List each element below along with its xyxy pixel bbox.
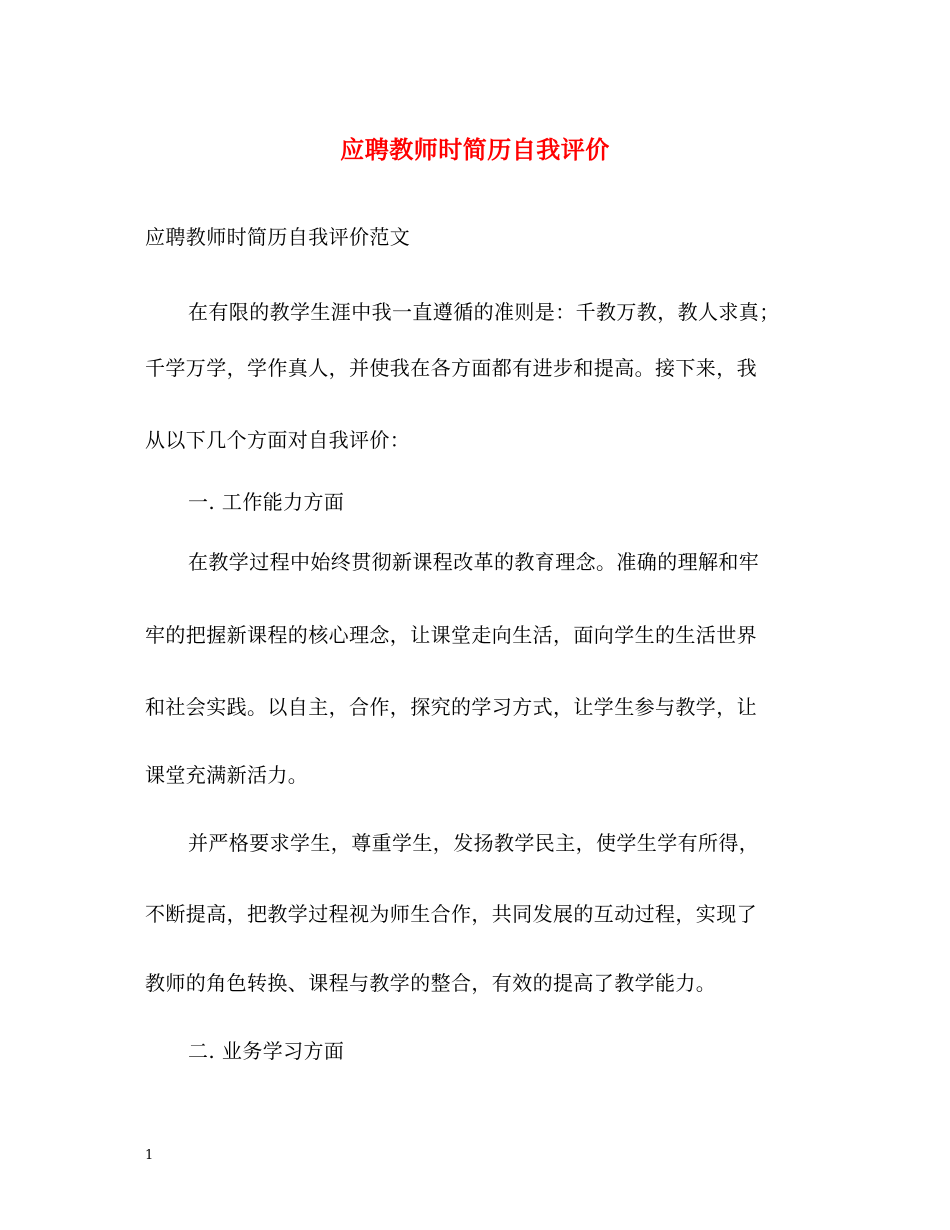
paragraph-line: 课堂充满新活力。 bbox=[145, 763, 309, 787]
page-number: 1 bbox=[145, 1148, 154, 1163]
section-heading: 一. 工作能力方面 bbox=[188, 490, 345, 514]
paragraph-line: 在有限的教学生涯中我一直遵循的准则是：千教万教，教人求真； bbox=[188, 300, 780, 324]
document-title: 应聘教师时简历自我评价 bbox=[340, 135, 610, 164]
paragraph-line: 千学万学，学作真人，并使我在各方面都有进步和提高。接下来，我 bbox=[145, 356, 757, 380]
paragraph-line: 教师的角色转换、课程与教学的整合，有效的提高了教学能力。 bbox=[145, 971, 717, 995]
paragraph-line: 并严格要求学生，尊重学生，发扬教学民主，使学生学有所得， bbox=[188, 831, 760, 855]
paragraph-line: 在教学过程中始终贯彻新课程改革的教育理念。准确的理解和牢 bbox=[188, 550, 760, 574]
paragraph-line: 从以下几个方面对自我评价： bbox=[145, 428, 411, 452]
paragraph-line: 和社会实践。以自主，合作，探究的学习方式，让学生参与教学，让 bbox=[145, 695, 757, 719]
section-heading: 二. 业务学习方面 bbox=[188, 1039, 345, 1063]
paragraph-line: 不断提高，把教学过程视为师生合作，共同发展的互动过程，实现了 bbox=[145, 902, 757, 926]
subtitle-line: 应聘教师时简历自我评价范文 bbox=[145, 225, 411, 249]
paragraph-line: 牢的把握新课程的核心理念，让课堂走向生活，面向学生的生活世界 bbox=[145, 623, 757, 647]
